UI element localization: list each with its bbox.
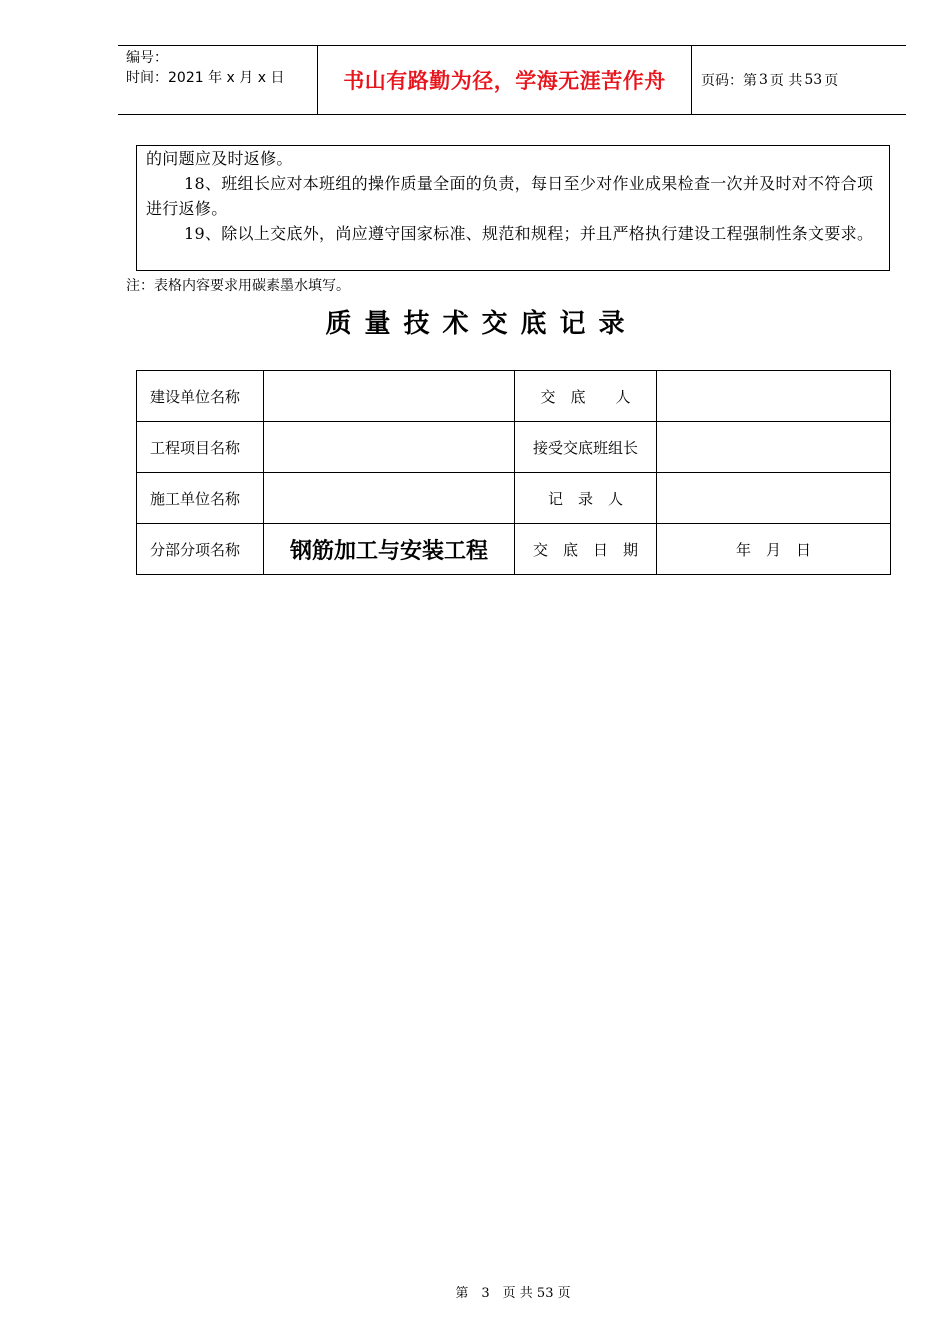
instruction-item-18: 18、班组长应对本班组的操作质量全面的负责，每日至少对作业成果检查一次并及时对不符合项进行返修。 — [146, 174, 874, 218]
page-suffix: 页 — [824, 73, 839, 89]
document-number-label: 编号： — [126, 50, 168, 66]
document-header — [118, 45, 906, 115]
page-current: 3 — [759, 72, 768, 88]
construction-unit-field[interactable] — [264, 371, 515, 422]
label-briefer: 交 底 人 — [515, 371, 657, 422]
table-row — [137, 422, 891, 473]
header-page-number — [692, 46, 906, 114]
table-row — [137, 473, 891, 524]
team-leader-field[interactable] — [657, 422, 891, 473]
label-recorder: 记 录 人 — [515, 473, 657, 524]
table-row — [137, 371, 891, 422]
page-title: 质量技术交底记录 — [325, 309, 638, 339]
table-row — [137, 524, 891, 575]
label-subdivision: 分部分项名称 — [137, 524, 264, 575]
document-time: 时间：2021 年 x 月 x 日 — [126, 70, 285, 86]
instruction-text-box — [136, 145, 890, 271]
recorder-field[interactable] — [657, 473, 891, 524]
label-brief-date: 交 底 日 期 — [515, 524, 657, 575]
subdivision-field[interactable]: 钢筋加工与安装工程 — [264, 524, 515, 575]
table-note: 注：表格内容要求用碳素墨水填写。 — [126, 278, 350, 294]
label-project-name: 工程项目名称 — [137, 422, 264, 473]
header-meta — [118, 46, 318, 114]
project-name-field[interactable] — [264, 422, 515, 473]
briefer-field[interactable] — [657, 371, 891, 422]
page-mid: 页 共 — [769, 73, 803, 89]
continued-line: 的问题应及时返修。 — [146, 149, 293, 168]
header-motto: 书山有路勤为径，学海无涯苦作舟 — [318, 46, 692, 114]
label-construction-unit: 建设单位名称 — [137, 371, 264, 422]
brief-date-field[interactable]: 年 月 日 — [657, 524, 891, 575]
page-footer: 第 3 页 共 53 页 — [455, 1286, 571, 1301]
contractor-field[interactable] — [264, 473, 515, 524]
record-table — [136, 370, 891, 575]
label-team-leader: 接受交底班组长 — [515, 422, 657, 473]
instruction-item-19: 19、除以上交底外，尚应遵守国家标准、规范和规程；并且严格执行建设工程强制性条文要求。 — [184, 224, 874, 243]
page-prefix: 页码：第 — [701, 73, 757, 89]
page-total: 53 — [804, 72, 823, 88]
label-contractor: 施工单位名称 — [137, 473, 264, 524]
